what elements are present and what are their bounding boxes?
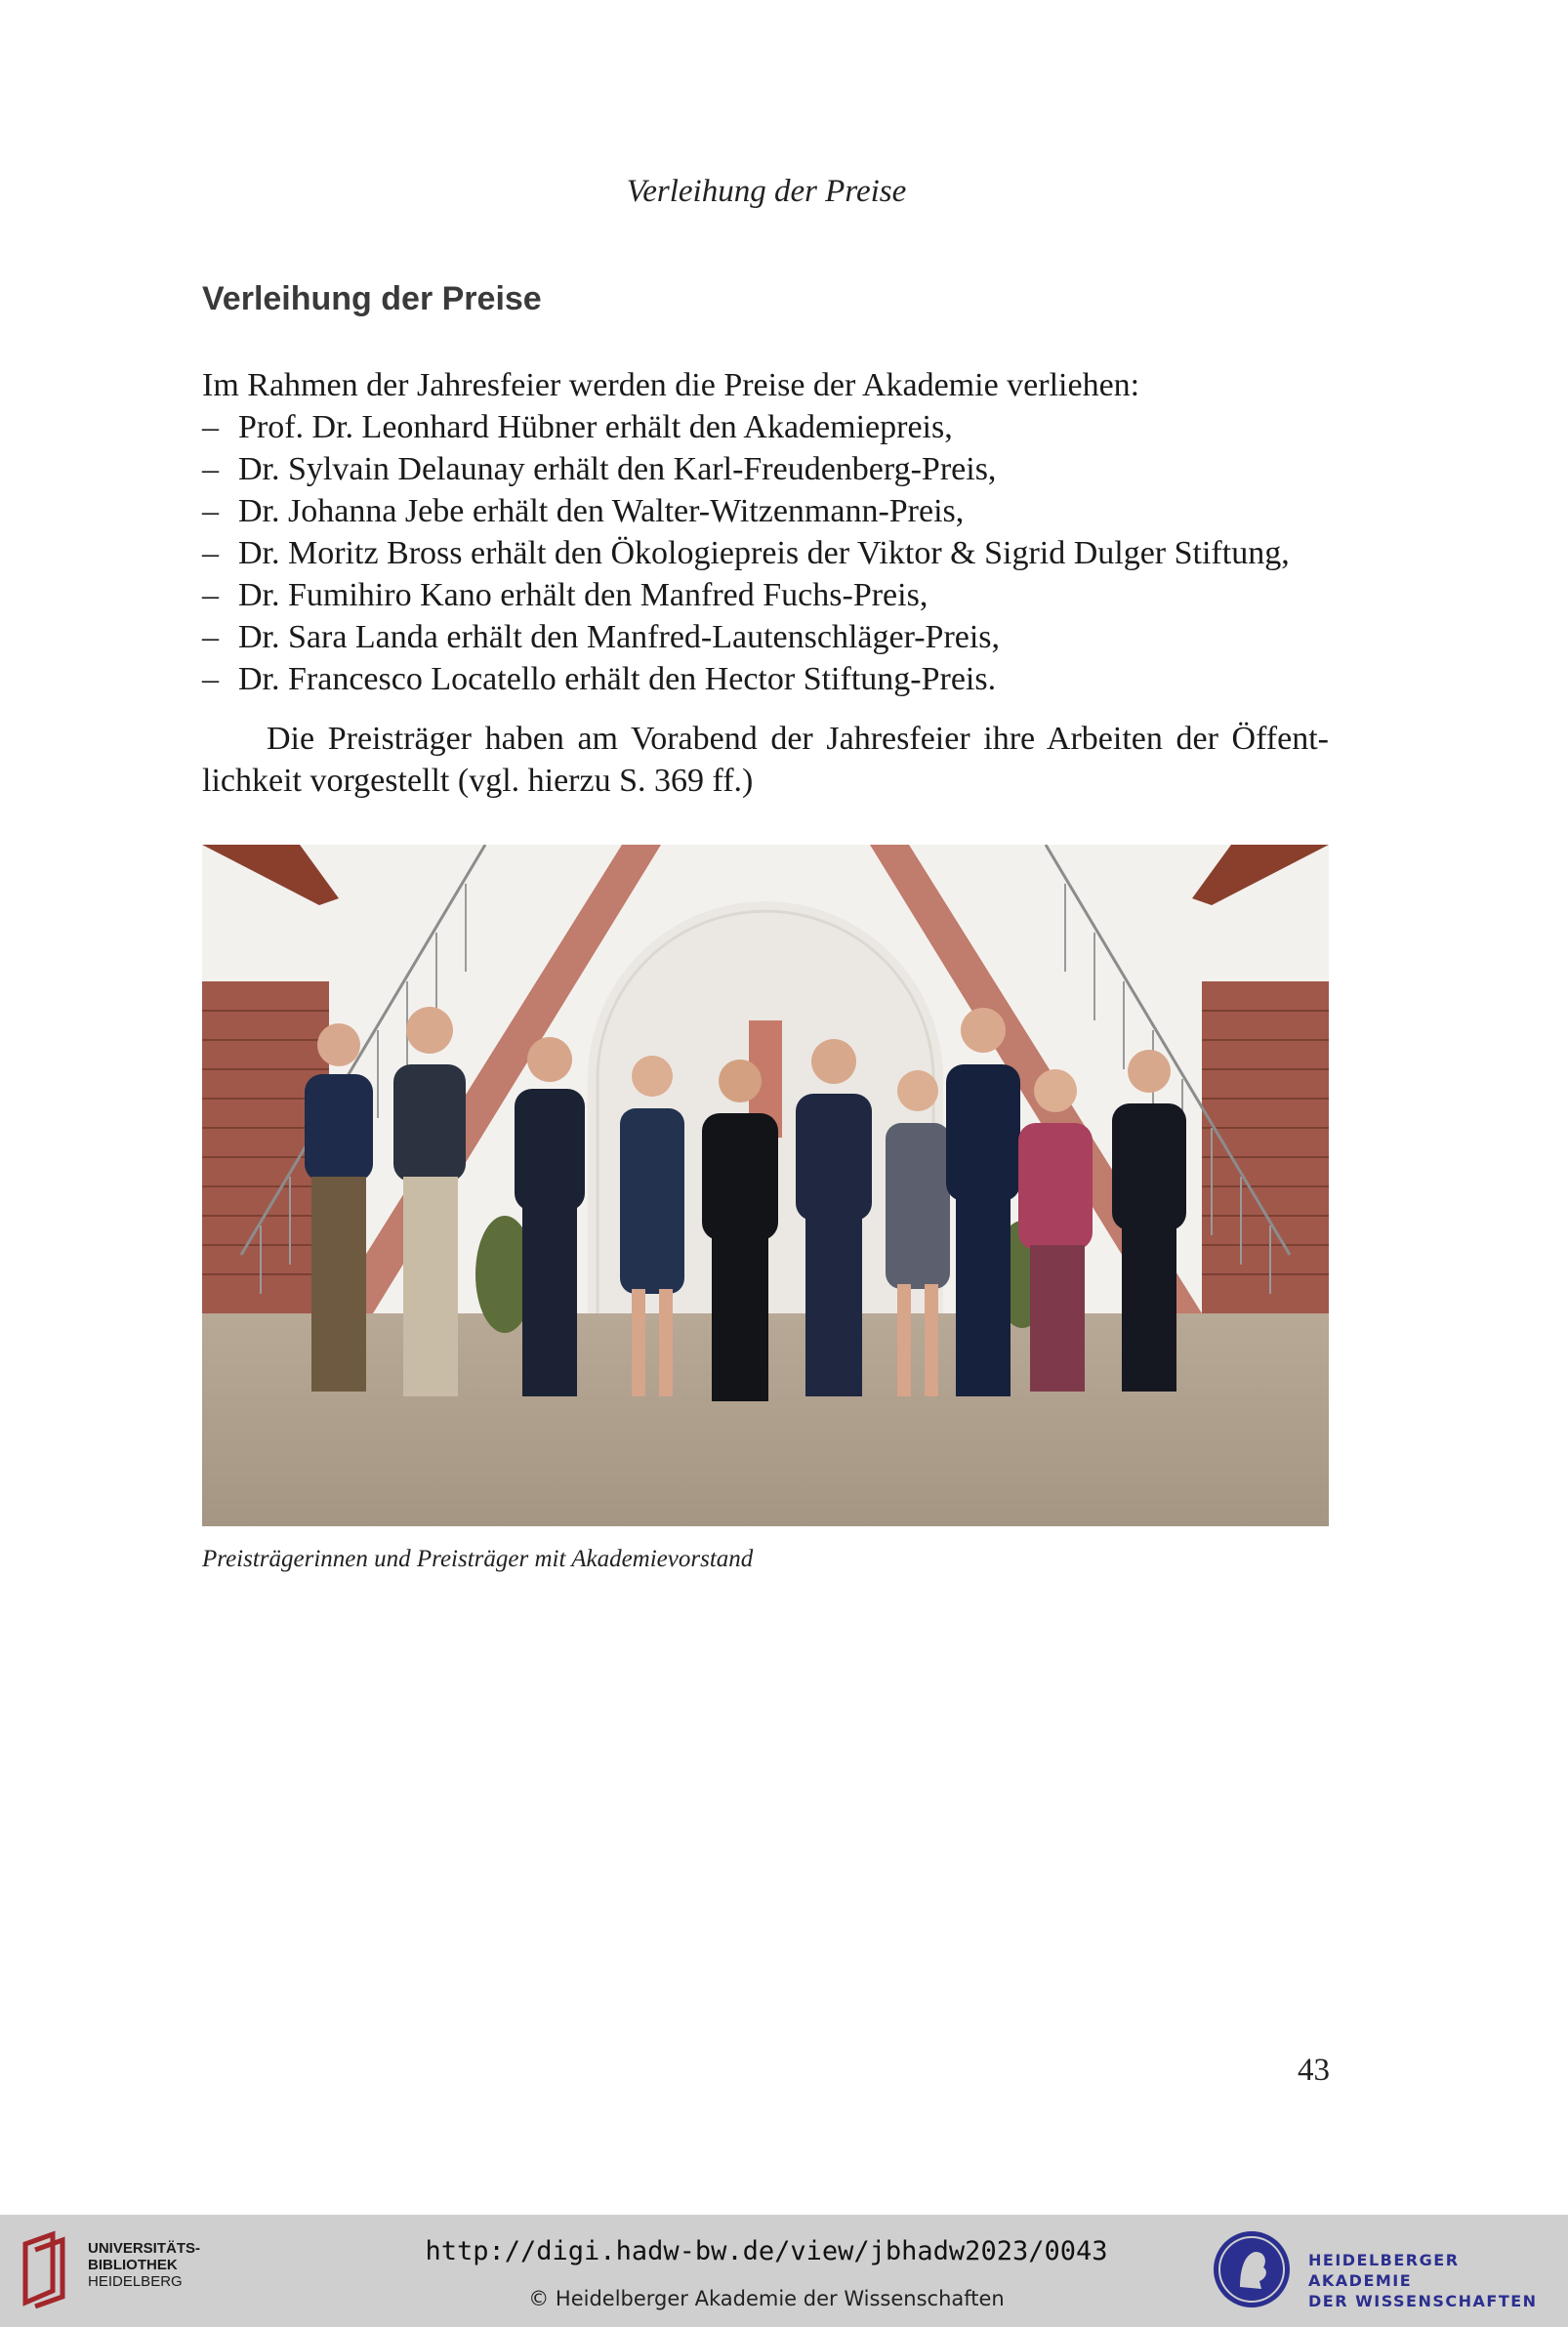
intro-sentence: Im Rahmen der Jahresfeier werden die Preise der Akademie verliehen: xyxy=(202,367,1140,403)
academy-seal-icon xyxy=(1211,2228,1293,2310)
list-item xyxy=(202,532,1335,574)
footer-bar xyxy=(0,2215,1568,2327)
award-text: Dr. Moritz Bross erhält den Ökologiepreis der Viktor & Sigrid Dulger Stiftung, xyxy=(238,535,1290,571)
list-item xyxy=(202,658,1335,700)
group-photo xyxy=(202,845,1329,1526)
list-item xyxy=(202,616,1335,658)
copyright-notice: © Heidelberger Akademie der Wissenschaften xyxy=(528,2287,1005,2310)
paragraph-line: Die Preisträger haben am Vorabend der Jahresfeier ihre Arbeiten der Öffent- xyxy=(267,721,1329,757)
list-marker: – xyxy=(202,661,219,697)
award-text: Prof. Dr. Leonhard Hübner erhält den Akademiepreis, xyxy=(238,409,953,445)
section-heading: Verleihung der Preise xyxy=(202,280,542,317)
award-text: Dr. Fumihiro Kano erhält den Manfred Fuchs-Preis, xyxy=(238,577,928,613)
academy-name-line: DER WISSENSCHAFTEN xyxy=(1308,2292,1538,2310)
award-text: Dr. Sylvain Delaunay erhält den Karl-Freudenberg-Preis, xyxy=(238,451,997,487)
award-text: Dr. Francesco Locatello erhält den Hector Stiftung-Preis. xyxy=(238,661,997,697)
award-list xyxy=(202,406,1335,700)
list-item xyxy=(202,490,1335,532)
paragraph-line: lichkeit vorgestellt (vgl. hierzu S. 369 ff.) xyxy=(202,763,754,799)
university-library-name-line: HEIDELBERG xyxy=(88,2273,183,2290)
award-text: Dr. Sara Landa erhält den Manfred-Lautenschläger-Preis, xyxy=(238,619,1001,655)
academy-name-line: HEIDELBERGER AKADEMIE xyxy=(1308,2251,1460,2290)
list-item xyxy=(202,574,1335,616)
body-paragraph xyxy=(202,718,1329,802)
photo-caption: Preisträgerinnen und Preisträger mit Akademievorstand xyxy=(202,1546,754,1572)
university-library-name-line: UNIVERSITÄTS- xyxy=(88,2240,201,2257)
list-item xyxy=(202,406,1335,448)
group-photo-illustration xyxy=(202,845,1329,1526)
page-number: 43 xyxy=(1298,2053,1330,2088)
award-text: Dr. Johanna Jebe erhält den Walter-Witzenmann-Preis, xyxy=(238,493,965,529)
list-item xyxy=(202,448,1335,490)
university-library-name-line: BIBLIOTHEK xyxy=(88,2257,178,2273)
list-marker: – xyxy=(202,409,219,445)
list-marker: – xyxy=(202,451,219,487)
list-marker: – xyxy=(202,493,219,529)
running-head: Verleihung der Preise xyxy=(626,174,907,209)
list-marker: – xyxy=(202,619,219,655)
academy-name xyxy=(1308,2250,1568,2311)
source-url-link[interactable]: http://digi.hadw-bw.de/view/jbhadw2023/0043 xyxy=(425,2236,1108,2266)
list-marker: – xyxy=(202,535,219,571)
list-marker: – xyxy=(202,577,219,613)
